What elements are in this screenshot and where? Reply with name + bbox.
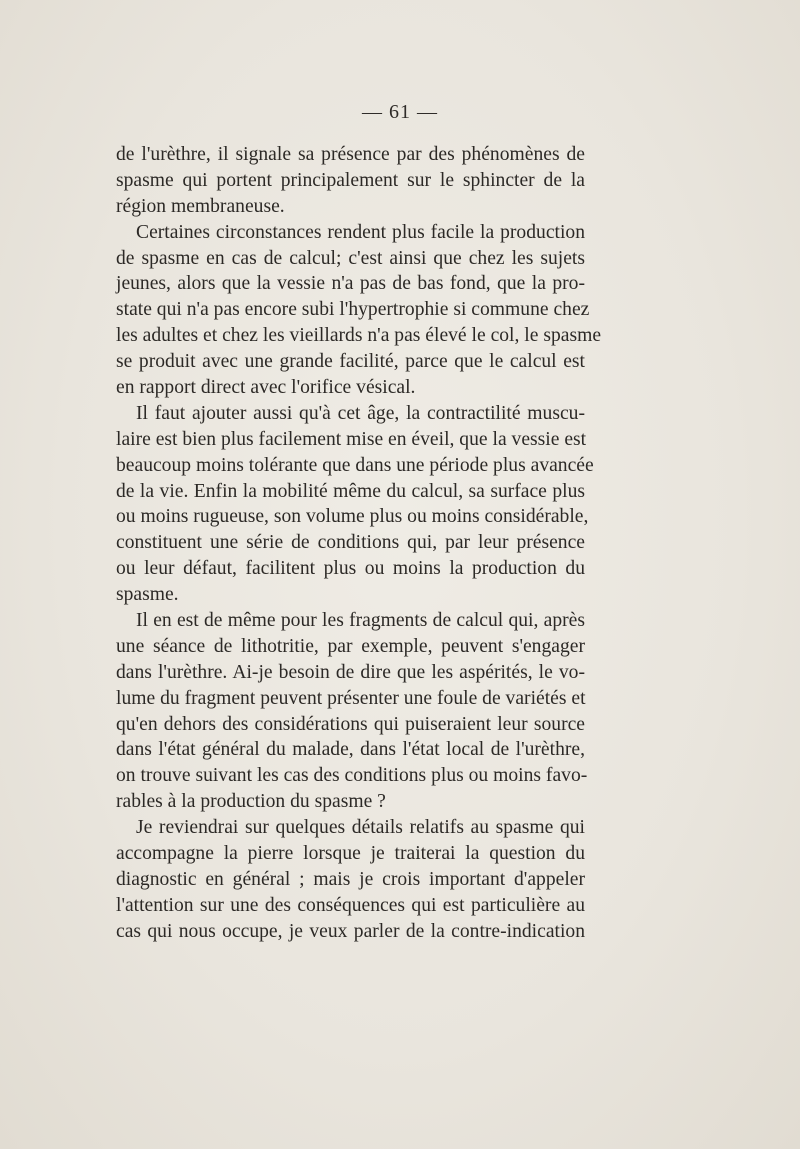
page-number: — 61 — bbox=[362, 101, 438, 123]
text-line: on trouve suivant les cas des conditions plus ou moins favo- bbox=[116, 765, 588, 787]
text-line: les adultes et chez les vieillards n'a pas élevé le col, le spasme bbox=[116, 325, 602, 347]
text-line: de l'urèthre, il signale sa présence par des phénomènes de bbox=[116, 144, 585, 165]
text-line: diagnostic en général ; mais je crois important d'appeler bbox=[116, 868, 585, 890]
text-line: laire est bien plus facilement mise en éveil, que la vessie est bbox=[116, 428, 587, 450]
text-line: accompagne la pierre lorsque je traiterai la question du bbox=[116, 843, 585, 865]
paragraph-start-line: Il en est de même pour les fragments de calcul qui, après bbox=[136, 610, 585, 632]
text-line: en rapport direct avec l'orifice vésical. bbox=[116, 377, 416, 399]
paragraph-start-line: Je reviendrai sur quelques détails relatifs au spasme qui bbox=[136, 817, 585, 839]
text-line: lume du fragment peuvent présenter une foule de variétés et bbox=[116, 687, 586, 709]
text-line: rables à la production du spasme ? bbox=[116, 791, 386, 813]
text-line: jeunes, alors que la vessie n'a pas de bas fond, que la pro- bbox=[116, 273, 585, 295]
text-line: de spasme en cas de calcul; c'est ainsi que chez les sujets bbox=[116, 247, 585, 269]
text-line: l'attention sur une des conséquences qui est particulière au bbox=[116, 894, 585, 916]
text-line: ou moins rugueuse, son volume plus ou moins considérable, bbox=[116, 506, 589, 528]
text-line: dans l'urèthre. Ai-je besoin de dire que les aspérités, le vo- bbox=[116, 661, 585, 683]
text-line: qu'en dehors des considérations qui puiseraient leur source bbox=[116, 713, 585, 735]
text-line: dans l'état général du malade, dans l'état local de l'urèthre, bbox=[116, 739, 585, 761]
text-line: région membraneuse. bbox=[116, 195, 285, 217]
paragraph-start-line: Certaines circonstances rendent plus facile la production bbox=[136, 221, 585, 243]
text-line: spasme qui portent principalement sur le sphincter de la bbox=[116, 169, 585, 191]
text-line: state qui n'a pas encore subi l'hypertrophie si commune chez bbox=[116, 299, 590, 321]
text-line: spasme. bbox=[116, 584, 179, 606]
text-line: ou leur défaut, facilitent plus ou moins la production du bbox=[116, 558, 585, 580]
body-text bbox=[116, 142, 602, 945]
text-line: de la vie. Enfin la mobilité même du calcul, sa surface plus bbox=[116, 480, 585, 502]
text-line: se produit avec une grande facilité, parce que le calcul est bbox=[116, 351, 585, 373]
text-line: constituent une série de conditions qui, par leur présence bbox=[116, 532, 585, 554]
text-line: cas qui nous occupe, je veux parler de la contre-indication bbox=[116, 920, 585, 942]
paragraph-start-line: Il faut ajouter aussi qu'à cet âge, la contractilité muscu- bbox=[136, 402, 585, 424]
text-line: une séance de lithotritie, par exemple, peuvent s'engager bbox=[116, 635, 585, 657]
text-line: beaucoup moins tolérante que dans une période plus avancée bbox=[116, 454, 594, 476]
